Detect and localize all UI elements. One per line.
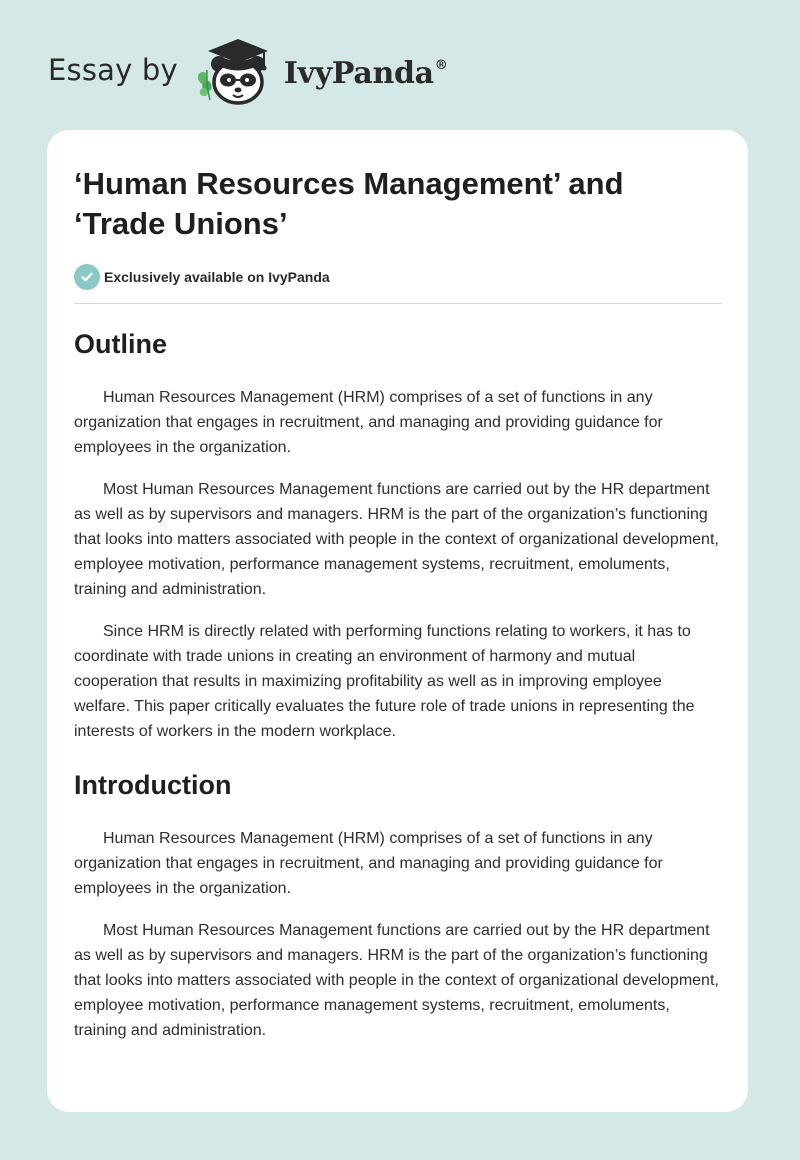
essay-by-label: Essay by: [48, 53, 178, 87]
divider: [74, 303, 722, 304]
essay-title: ‘Human Resources Management’ and ‘Trade Unions’: [74, 166, 624, 241]
check-icon: [74, 264, 100, 290]
paragraph: Most Human Resources Management functions are carried out by the HR department as well as by supervisors and managers. HRM is the part of the organization’s functioning that looks into matters associated with people in the context of organizational development, employee motivation, performance management systems, recruitment, emoluments, training and administration.: [74, 922, 719, 1039]
section-heading-outline: Outline: [74, 329, 167, 359]
paragraph: Human Resources Management (HRM) comprises of a set of functions in any organization that engages in recruitment, and managing and providing guidance for employees in the organization.: [74, 830, 663, 897]
paragraph: Since HRM is directly related with performing functions relating to workers, it has to coordinate with trade unions in creating an environment of harmony and mutual cooperation that results in maximizing profitability as well as in improving employee welfare. This paper critically evaluates the future role of trade unions in representing the interests of workers in the modern workplace.: [74, 623, 695, 740]
paragraph: Human Resources Management (HRM) comprises of a set of functions in any organization that engages in recruitment, and managing and providing guidance for employees in the organization.: [74, 389, 663, 456]
registered-mark: ®: [434, 57, 448, 73]
essay-card: [47, 130, 748, 1112]
brand-name[interactable]: IvyPanda®: [283, 55, 448, 91]
site-header: [48, 34, 448, 110]
paragraph: Most Human Resources Management functions are carried out by the HR department as well as by supervisors and managers. HRM is the part of the organization’s functioning that looks into matters associated with people in the context of organizational development, employee motivation, performance management systems, recruitment, emoluments, training and administration.: [74, 481, 719, 598]
section-heading-introduction: Introduction: [74, 770, 232, 800]
exclusive-badge-text: Exclusively available on IvyPanda: [104, 269, 330, 285]
exclusive-badge: [74, 264, 722, 290]
panda-logo-icon[interactable]: [194, 34, 282, 110]
